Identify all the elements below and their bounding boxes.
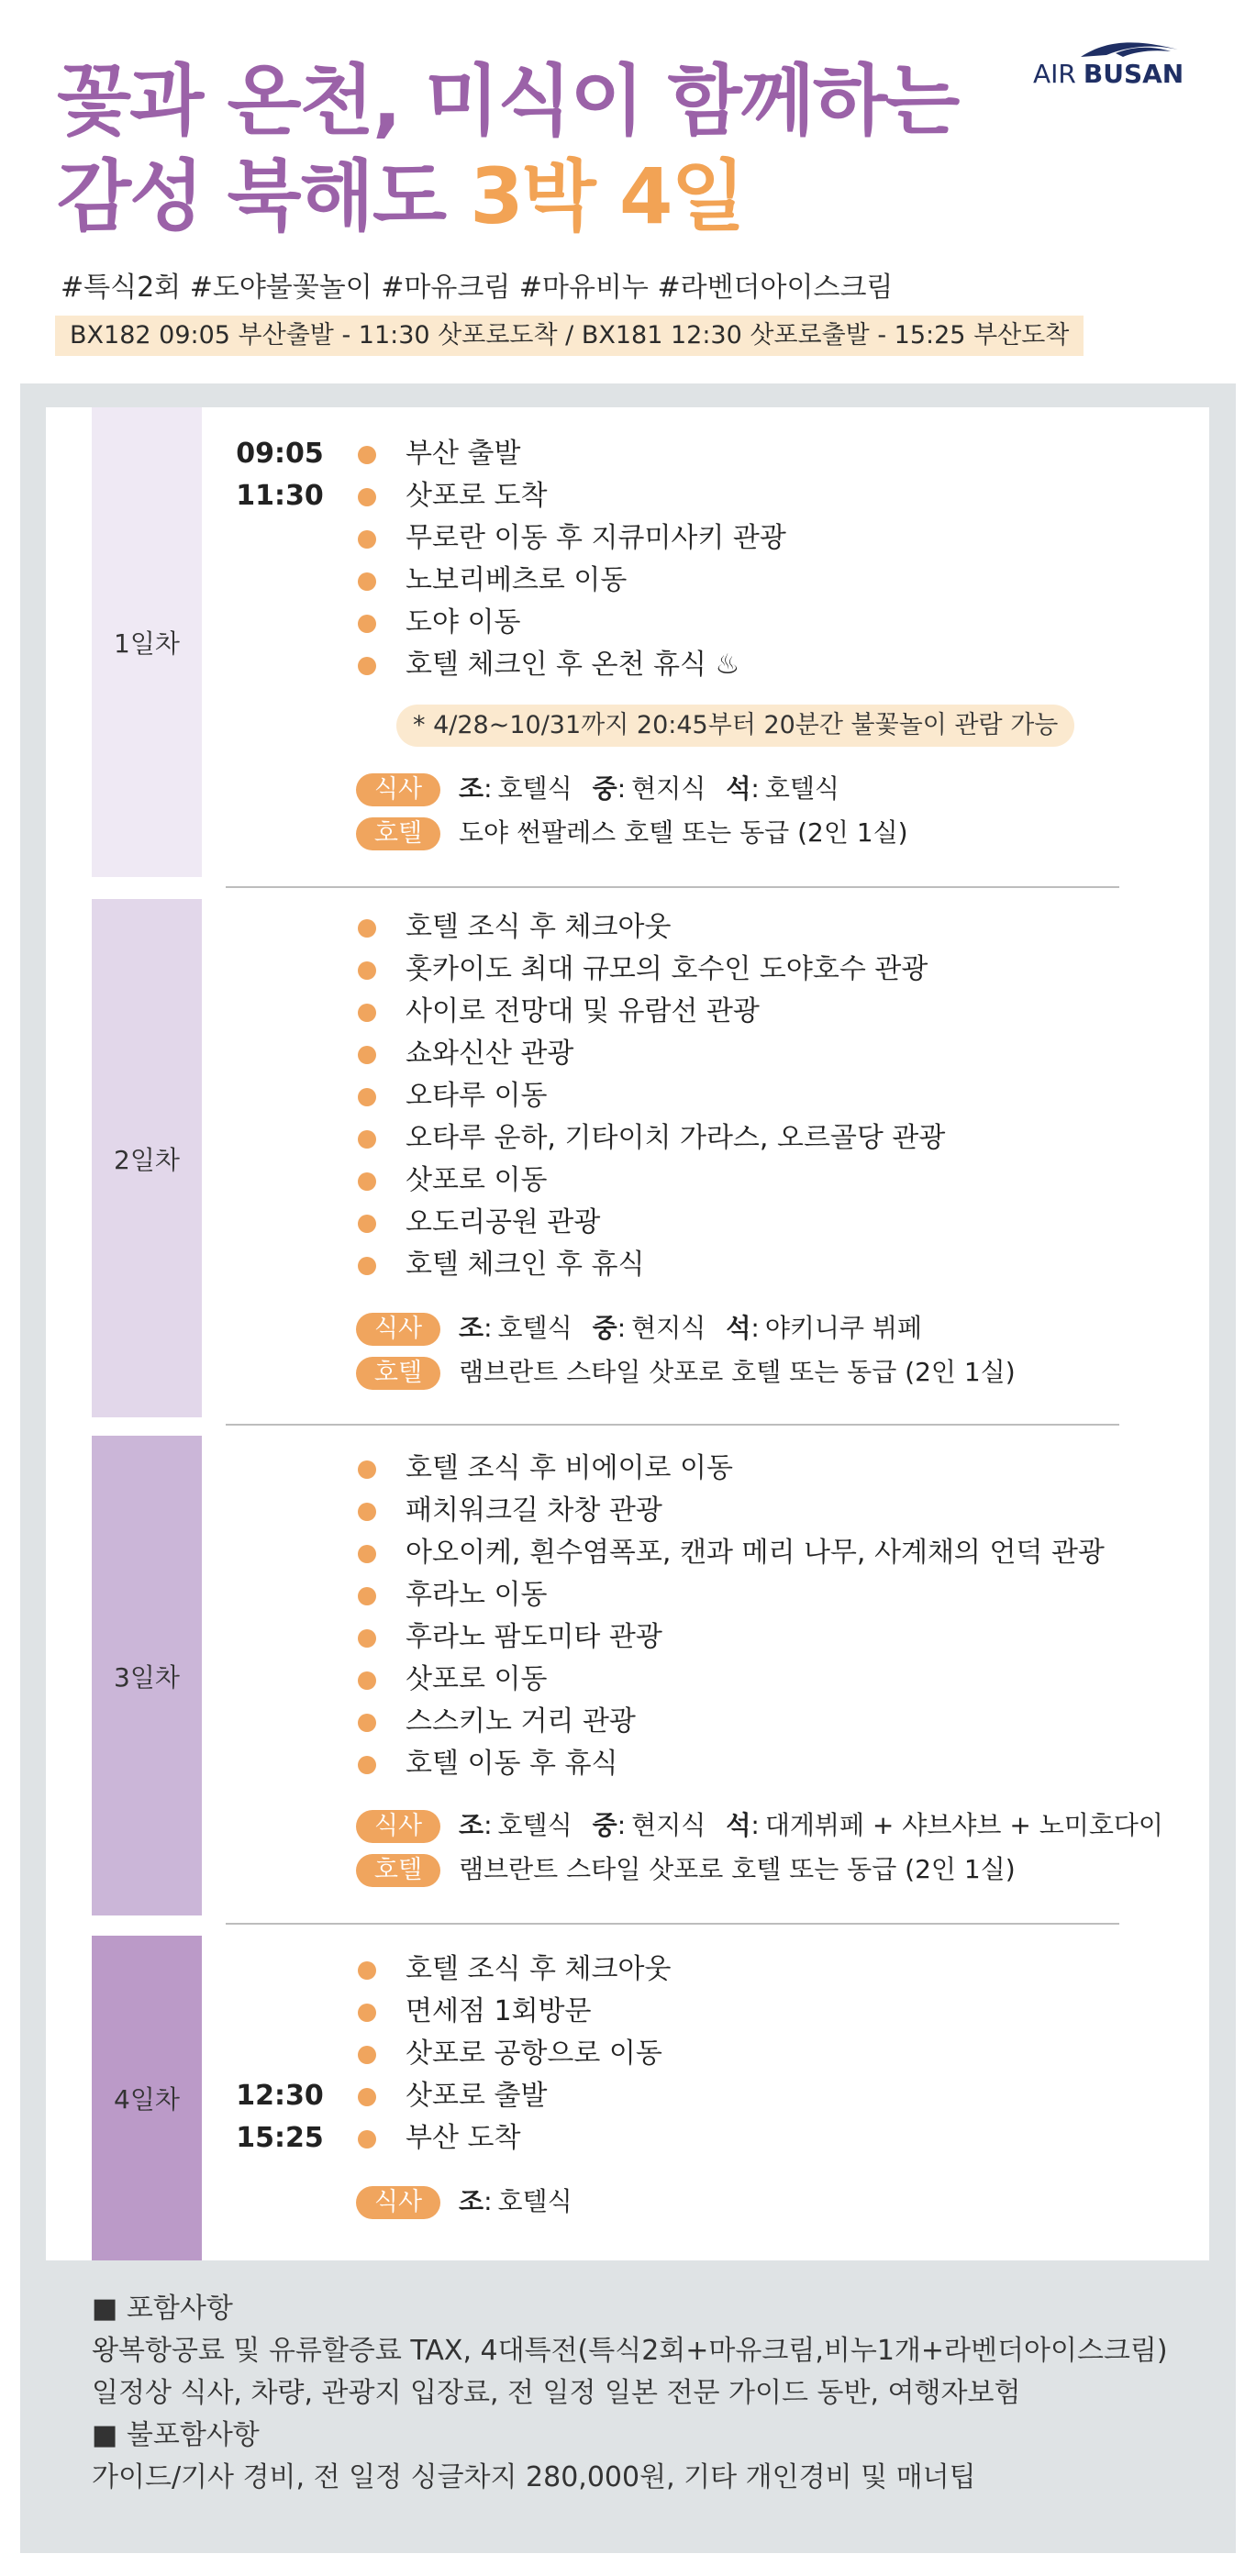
header — [0, 0, 1256, 378]
time-arrival: 11:30 — [236, 480, 324, 512]
day-1-items — [358, 433, 1165, 686]
bullet-icon — [358, 1587, 376, 1605]
list-item: 무로란 이동 후 지큐미사키 관광 — [358, 517, 1165, 560]
hotel-tag: 호텔 — [356, 1854, 440, 1887]
day-2-column — [92, 899, 202, 1417]
bullet-icon — [358, 1257, 376, 1275]
day-4-times — [229, 2075, 330, 2160]
list-item: 삿포로 공항으로 이동 — [358, 2033, 1165, 2075]
day-2-hotel: 호텔 램브란트 스타일 삿포로 호텔 또는 동급 (2인 1실) — [356, 1354, 1016, 1391]
day-2-items — [358, 906, 1165, 1286]
bullet-icon — [358, 2130, 376, 2149]
hotel-tag: 호텔 — [356, 817, 440, 850]
list-item: 면세점 1회방문 — [358, 1991, 1165, 2033]
title-accent: 3박 4일 — [470, 151, 744, 241]
logo-air: AIR — [1033, 59, 1076, 89]
bullet-icon — [358, 1004, 376, 1022]
bullet-icon — [358, 657, 376, 675]
bullet-icon — [358, 1172, 376, 1191]
list-item: 오타루 운하, 기타이치 가라스, 오르골당 관광 — [358, 1117, 1165, 1160]
bullet-icon — [358, 1961, 376, 1980]
bullet-icon — [358, 1503, 376, 1521]
day-1-hotel: 호텔 도야 썬팔레스 호텔 또는 동급 (2인 1실) — [356, 815, 908, 851]
bullet-icon — [358, 572, 376, 591]
bullet-icon — [358, 1756, 376, 1774]
time-departure: 12:30 — [236, 2080, 324, 2112]
included-line-2: 일정상 식사, 차량, 관광지 입장료, 전 일정 일본 전문 가이드 동반, 여행자보험 — [92, 2377, 1021, 2409]
list-item: 쇼와신산 관광 — [358, 1033, 1165, 1075]
bullet-icon — [358, 1130, 376, 1149]
list-item: 아오이케, 흰수염폭포, 캔과 메리 나무, 사계채의 언덕 관광 — [358, 1532, 1165, 1574]
day-3-items — [358, 1448, 1165, 1785]
day-3-hotel: 호텔 램브란트 스타일 삿포로 호텔 또는 동급 (2인 1실) — [356, 1851, 1016, 1888]
meal-tag: 식사 — [356, 773, 440, 806]
bullet-icon — [358, 488, 376, 506]
list-item: 호텔 조식 후 비에이로 이동 — [358, 1448, 1165, 1490]
excluded-title: ■ 불포함사항 — [92, 2419, 260, 2451]
title-main: 감성 북해도 — [57, 151, 445, 241]
bullet-icon — [358, 2004, 376, 2022]
time-arrival: 15:25 — [236, 2122, 324, 2154]
list-item: 호텔 체크인 후 온천 휴식 ♨ — [358, 644, 1165, 686]
list-item: 후라노 팜도미타 관광 — [358, 1616, 1165, 1659]
list-item: 삿포로 출발 — [358, 2075, 1165, 2117]
day-4-label: 4일차 — [114, 2084, 180, 2115]
list-item: 후라노 이동 — [358, 1574, 1165, 1616]
hotel-tag: 호텔 — [356, 1357, 440, 1390]
page-title — [57, 53, 958, 244]
included-line-1: 왕복항공료 및 유류할증료 TAX, 4대특전(특식2회+마유크림,비누1개+라벤더아이스크림) — [92, 2335, 1168, 2367]
terms-section — [92, 2288, 1211, 2499]
bullet-icon — [358, 1671, 376, 1690]
title-line-1: 꽃과 온천, 미식이 함께하는 — [57, 56, 959, 146]
list-item: 호텔 체크인 후 휴식 — [358, 1244, 1165, 1286]
meal-tag: 식사 — [356, 1313, 440, 1346]
list-item: 삿포로 이동 — [358, 1659, 1165, 1701]
bullet-icon — [358, 1215, 376, 1233]
bullet-icon — [358, 1545, 376, 1563]
title-line-2 — [57, 149, 958, 244]
day-3-label: 3일차 — [114, 1661, 180, 1693]
list-item: 패치워크길 차창 관광 — [358, 1490, 1165, 1532]
excluded-line-1: 가이드/기사 경비, 전 일정 싱글차지 280,000원, 기타 개인경비 및 매너팁 — [92, 2461, 976, 2493]
day-1-label: 1일차 — [114, 628, 180, 659]
bullet-icon — [358, 1714, 376, 1732]
bullet-icon — [358, 1629, 376, 1648]
fireworks-note: * 4/28~10/31까지 20:45부터 20분간 불꽃놀이 관람 가능 — [396, 705, 1074, 747]
bullet-icon — [358, 615, 376, 633]
time-departure: 09:05 — [236, 438, 324, 470]
bullet-icon — [358, 961, 376, 980]
divider — [226, 1424, 1119, 1426]
list-item: 도야 이동 — [358, 602, 1165, 644]
list-item: 사이로 전망대 및 유람선 관광 — [358, 991, 1165, 1033]
day-3-column — [92, 1436, 202, 1915]
day-1-meals: 식사 조: 호텔식 중: 현지식 석: 호텔식 — [356, 771, 839, 807]
bullet-icon — [358, 2088, 376, 2106]
hashtags: #특식2회 #도야불꽃놀이 #마유크림 #마유비누 #라벤더아이스크림 — [61, 272, 894, 304]
divider — [226, 886, 1119, 888]
day-4-meals: 식사 조: 호텔식 — [356, 2183, 572, 2220]
day-4-items — [358, 1949, 1165, 2160]
day-2-meals: 식사 조: 호텔식 중: 현지식 석: 야키니쿠 뷔페 — [356, 1310, 922, 1347]
list-item: 호텔 조식 후 체크아웃 — [358, 906, 1165, 949]
bullet-icon — [358, 919, 376, 938]
list-item: 호텔 조식 후 체크아웃 — [358, 1949, 1165, 1991]
day-2-label: 2일차 — [114, 1144, 180, 1175]
bullet-icon — [358, 1088, 376, 1106]
included-title: ■ 포함사항 — [92, 2293, 233, 2325]
list-item: 부산 출발 — [358, 433, 1165, 475]
divider — [226, 1923, 1119, 1925]
list-item: 삿포로 도착 — [358, 475, 1165, 517]
list-item: 홋카이도 최대 규모의 호수인 도야호수 관광 — [358, 949, 1165, 991]
wing-icon — [1079, 37, 1180, 61]
list-item: 노보리베츠로 이동 — [358, 560, 1165, 602]
flight-info: BX182 09:05 부산출발 - 11:30 삿포로도착 / BX181 12:30 삿포로출발 - 15:25 부산도착 — [55, 316, 1084, 356]
list-item: 스스키노 거리 관광 — [358, 1701, 1165, 1743]
air-busan-logo — [1033, 37, 1189, 94]
list-item: 삿포로 이동 — [358, 1160, 1165, 1202]
list-item: 오도리공원 관광 — [358, 1202, 1165, 1244]
bullet-icon — [358, 446, 376, 464]
bullet-icon — [358, 1046, 376, 1064]
bullet-icon — [358, 2046, 376, 2064]
list-item: 부산 도착 — [358, 2117, 1165, 2160]
day-3-meals: 식사 조: 호텔식 중: 현지식 석: 대게뷔페 + 샤브샤브 + 노미호다이 — [356, 1807, 1163, 1844]
day-1-column — [92, 407, 202, 877]
meal-tag: 식사 — [356, 1810, 440, 1843]
list-item: 오타루 이동 — [358, 1075, 1165, 1117]
logo-busan: BUSAN — [1083, 59, 1184, 89]
bullet-icon — [358, 530, 376, 549]
day-1-times — [229, 433, 330, 517]
day-4-column — [92, 1936, 202, 2260]
list-item: 호텔 이동 후 휴식 — [358, 1743, 1165, 1785]
bullet-icon — [358, 1460, 376, 1479]
meal-tag: 식사 — [356, 2186, 440, 2219]
